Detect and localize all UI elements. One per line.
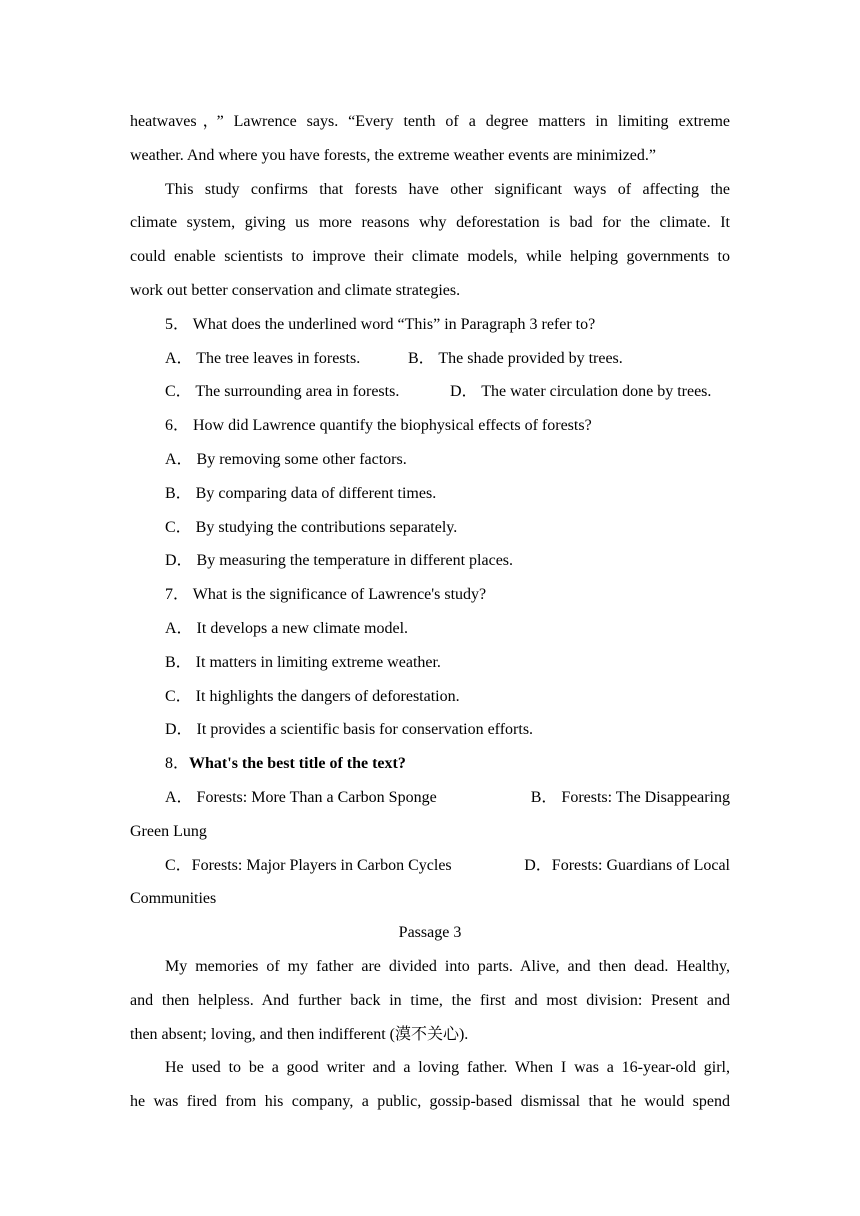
question-6-stem: 6． How did Lawrence quantify the biophysical effects of forests? — [165, 417, 592, 435]
text-line: then absent; loving, and then indifferent (漠不关心). — [130, 1025, 469, 1043]
text-line: My memories of my father are divided into parts. Alive, and then dead. Healthy, — [165, 957, 730, 975]
option-a: A． The tree leaves in forests. — [165, 349, 361, 367]
text-line: This study confirms that forests have other significant ways of affecting the — [165, 180, 730, 198]
question-text: What's the best title of the text? — [189, 755, 406, 773]
text-line: and then helpless. And further back in time, the first and most division: Present and — [130, 991, 730, 1009]
option-d: D． By measuring the temperature in different places. — [165, 552, 514, 570]
option-c: C． It highlights the dangers of deforestation. — [165, 687, 460, 705]
question-8-stem — [130, 747, 730, 781]
page-content — [130, 105, 730, 1119]
option-a: A． It develops a new climate model. — [165, 619, 409, 637]
question-8-options-cd — [130, 849, 730, 883]
option-a: A． By removing some other factors. — [165, 450, 407, 468]
option-c: C． By studying the contributions separately. — [165, 518, 458, 536]
option-d: D． It provides a scientific basis for conservation efforts. — [165, 721, 534, 739]
text-line: he was fired from his company, a public, gossip-based dismissal that he would spend — [130, 1093, 730, 1111]
option-b: B． Forests: The Disappearing — [530, 788, 730, 806]
option-a: A． Forests: More Than a Carbon Sponge — [165, 788, 437, 806]
option-b: B． By comparing data of different times. — [165, 484, 437, 502]
option-d-continued: Communities — [130, 890, 217, 908]
text-line: work out better conservation and climate strategies. — [130, 281, 461, 299]
option-c: C． The surrounding area in forests. — [165, 383, 400, 401]
question-8-options-ab — [130, 781, 730, 815]
question-7-stem: 7． What is the significance of Lawrence's study? — [165, 586, 487, 604]
question-5-options-cd — [130, 375, 730, 409]
question-5-options-ab — [130, 342, 730, 376]
option-d: D． The water circulation done by trees. — [450, 383, 712, 401]
question-5-stem: 5． What does the underlined word “This” in Paragraph 3 refer to? — [165, 315, 596, 333]
text-line: He used to be a good writer and a loving father. When I was a 16-year-old girl, — [165, 1059, 730, 1077]
question-number: 8． — [165, 755, 190, 773]
option-c: C．Forests: Major Players in Carbon Cycles — [165, 856, 452, 874]
option-b-continued: Green Lung — [130, 822, 207, 840]
option-b: B． It matters in limiting extreme weather. — [165, 653, 441, 671]
option-b: B． The shade provided by trees. — [408, 349, 623, 367]
text-line: heatwaves，” Lawrence says. “Every tenth of a degree matters in limiting extreme — [130, 113, 730, 130]
text-line: weather. And where you have forests, the extreme weather events are minimized.” — [130, 146, 657, 164]
passage-heading: Passage 3 — [398, 924, 462, 942]
text-line: could enable scientists to improve their climate models, while helping governments to — [130, 248, 730, 266]
option-d: D．Forests: Guardians of Local — [524, 856, 730, 874]
text-line: climate system, giving us more reasons why deforestation is bad for the climate. It — [130, 214, 730, 232]
